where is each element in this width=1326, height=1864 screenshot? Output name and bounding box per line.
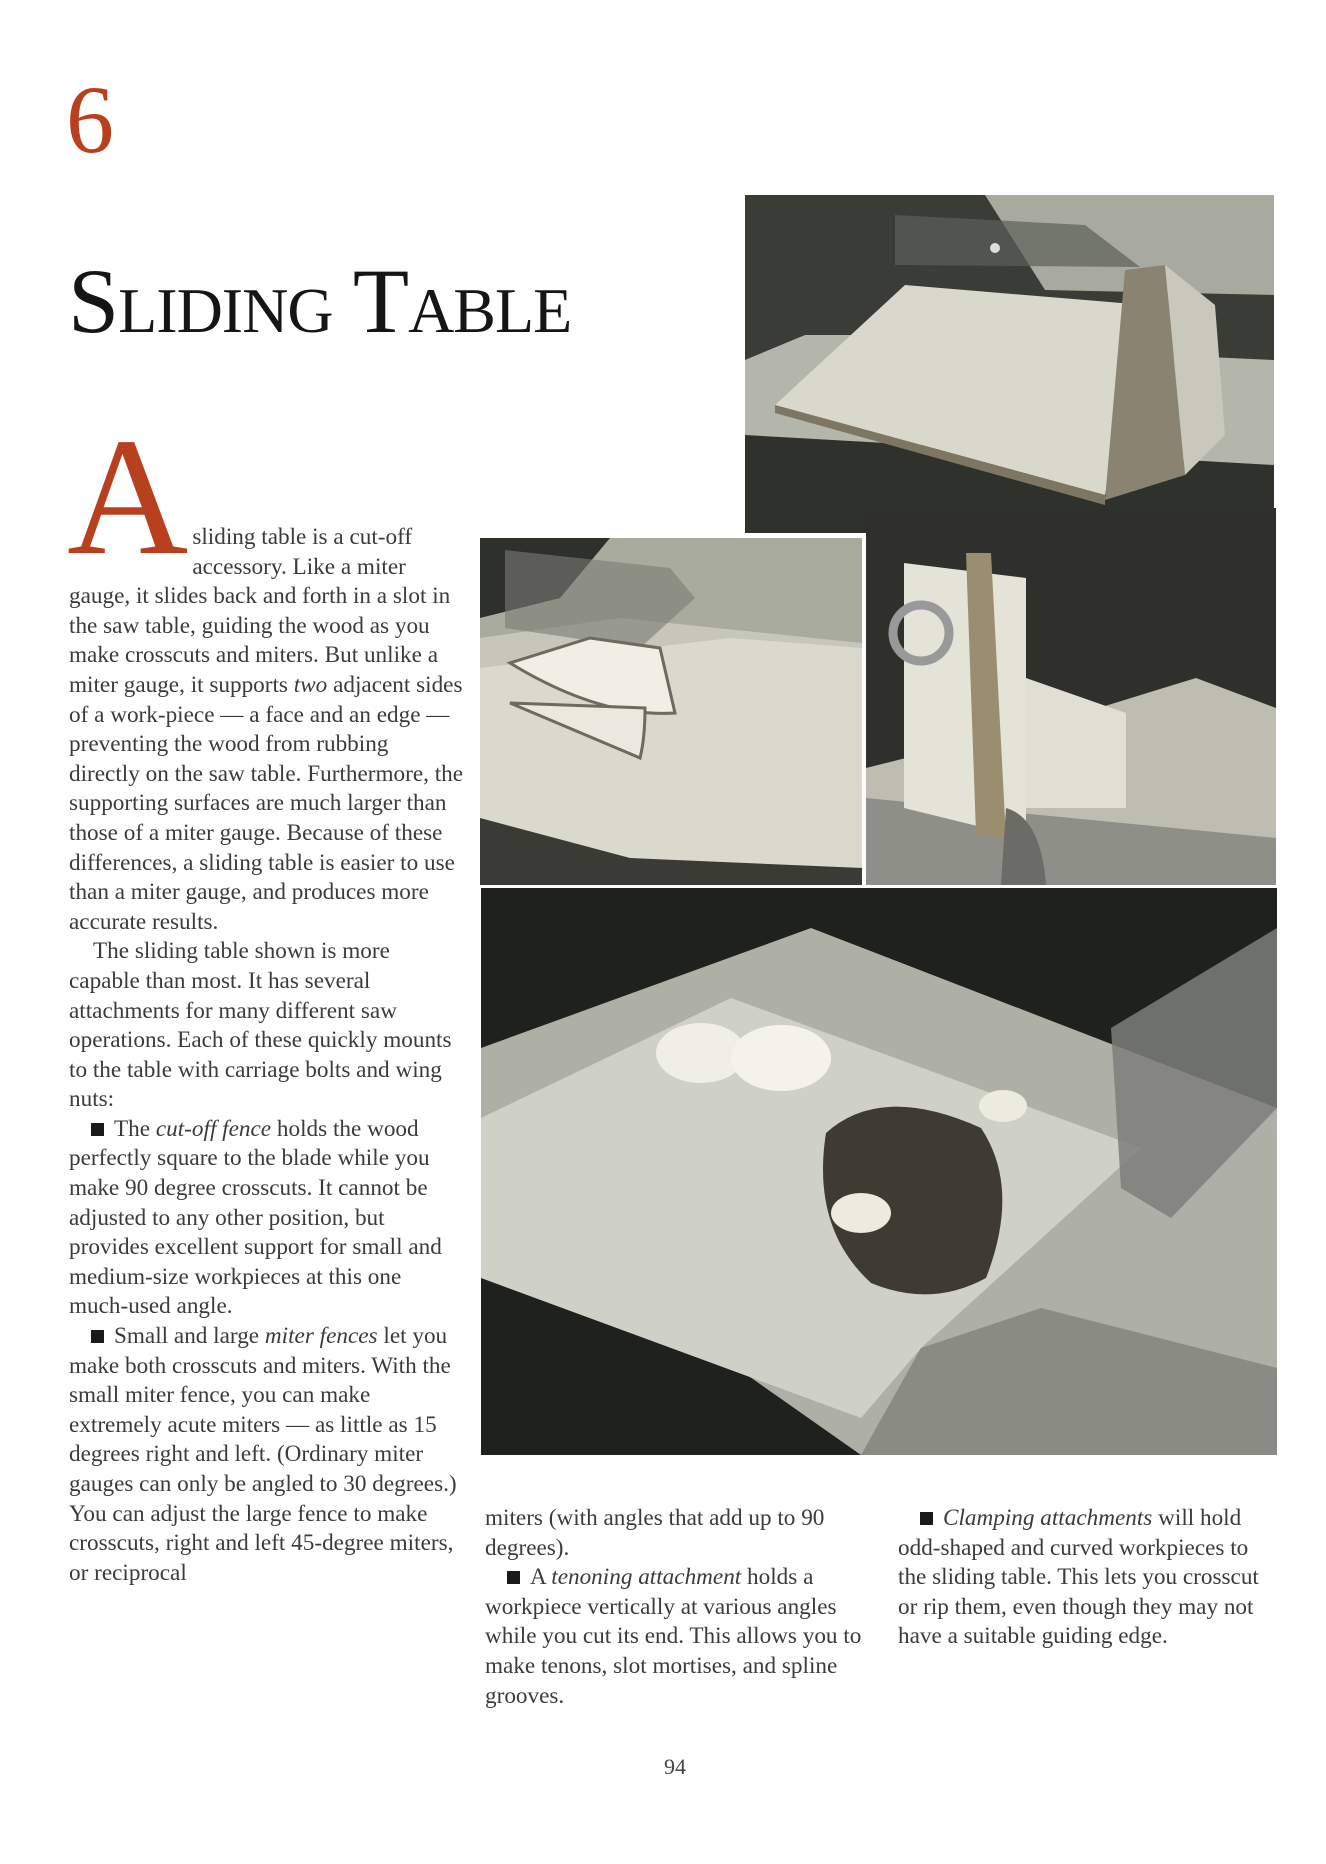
bullet-text: will hold odd-shaped and curved workpieces to the sliding table. This lets you crosscut or rip them, even though they may not have a suitable guiding edge. — [898, 1505, 1259, 1650]
photo-cut-off-fence — [745, 195, 1274, 533]
intro-text: sliding table is a cut-off accessory. Like a miter gauge, it slides back and forth in a slot in the saw table, guiding the wood as you make crosscuts and miters. But unlike a miter gauge, it supports — [69, 524, 451, 698]
bullet-miter-fences — [69, 1322, 464, 1588]
photo-miter-fences — [480, 538, 862, 885]
drop-cap: A — [67, 404, 189, 590]
paragraph-2: The sliding table shown is more capable than most. It has several attachments for many different saw operations. Each of these quickly mounts to the table with carriage bolts and wing nuts: — [69, 938, 452, 1113]
bullet-text: holds the wood perfectly square to the blade while you make 90 degree crosscuts. It cannot be adjusted to any other position, but provides excellent support for small and medium-size workpieces at this one much-used angle. — [69, 1115, 442, 1320]
page-number: 94 — [664, 1754, 686, 1779]
square-bullet-icon — [507, 1571, 520, 1584]
bullet-lead: Small and large — [114, 1323, 260, 1350]
bullet-term: tenoning attachment — [551, 1564, 742, 1591]
square-bullet-icon — [91, 1123, 104, 1136]
bullet-miter-fences-continued: miters (with angles that add up to 90 degrees). — [485, 1505, 825, 1561]
photo-tenoning-attachment — [866, 508, 1276, 885]
text-column-3 — [898, 1504, 1278, 1652]
bullet-lead: A — [530, 1564, 546, 1591]
text-column-1 — [67, 404, 464, 1588]
intro-paragraph — [67, 404, 464, 937]
bullet-term: Clamping attachments — [943, 1505, 1153, 1531]
chapter-number: 6 — [66, 66, 114, 173]
photo-clamping-attachments — [481, 888, 1277, 1455]
square-bullet-icon — [920, 1512, 933, 1525]
chapter-title: Sliding Table — [68, 250, 572, 352]
intro-text-rest: adjacent sides of a work-piece — a face and an edge — preventing the wood from rubbing directly on the saw table. Furthermore, the supporting surfaces are much larger than those of a miter gauge. Because of these differences, a sliding table is easier to use than a miter gauge, and produces more accurate results. — [69, 671, 464, 935]
square-bullet-icon — [91, 1330, 104, 1343]
bullet-tenoning-attachment — [485, 1563, 865, 1711]
bullet-cut-off-fence — [69, 1115, 464, 1322]
bullet-term: miter fences — [264, 1323, 378, 1350]
bullet-term: cut-off fence — [155, 1115, 272, 1142]
text-column-2 — [485, 1504, 865, 1711]
bullet-text: holds a workpiece vertically at various angles while you cut its end. This allows you to make tenons, slot mortises, and spline grooves. — [485, 1564, 862, 1709]
intro-emphasis: two — [293, 671, 328, 698]
bullet-lead: The — [114, 1115, 151, 1142]
bullet-text: let you make both crosscuts and miters. With the small miter fence, you can make extremely acute miters — as little as 15 degrees right and left. (Ordinary miter gauges can only be angled to 30 degrees.) You can adjust the large fence to make crosscuts, right and left 45-degree miters, or reciprocal — [69, 1323, 457, 1586]
bullet-clamping-attachments — [898, 1504, 1278, 1652]
